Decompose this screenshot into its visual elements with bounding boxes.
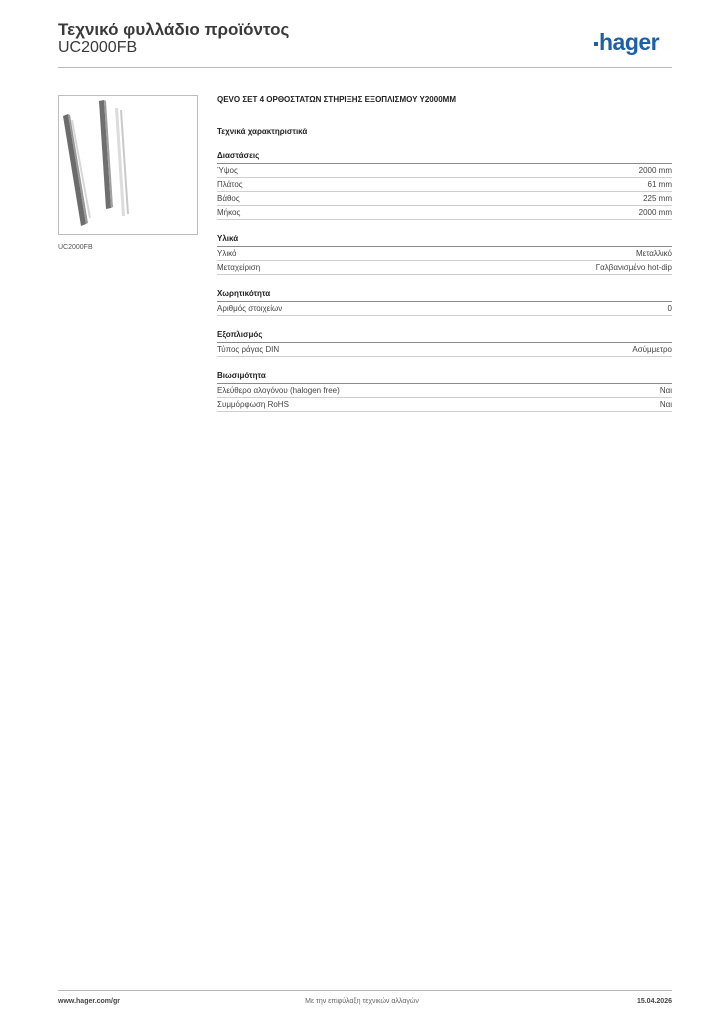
spec-group-title: Εξοπλισμός — [217, 330, 672, 343]
spec-group — [217, 371, 672, 412]
spec-label: Τύπος ράγας DIN — [217, 345, 280, 354]
footer-divider — [58, 990, 672, 991]
spec-group — [217, 151, 672, 220]
spec-label: Συμμόρφωση RoHS — [217, 400, 289, 409]
header-divider — [58, 67, 672, 68]
specifications — [217, 95, 672, 412]
footer-date: 15.04.2026 — [636, 998, 672, 1005]
spec-value: Γαλβανισμένο hot-dip — [595, 263, 672, 272]
hager-logo: hager — [594, 29, 659, 55]
spec-value: 2000 mm — [638, 166, 672, 175]
spec-label: Βάθος — [217, 194, 240, 203]
spec-groups — [217, 151, 672, 412]
spec-row — [217, 164, 672, 178]
product-code: UC2000FB — [58, 39, 138, 56]
spec-row — [217, 398, 672, 412]
spec-row — [217, 384, 672, 398]
spec-group-title: Διαστάσεις — [217, 151, 672, 164]
spec-label: Ελεύθερο αλογόνου (halogen free) — [217, 386, 340, 395]
spec-value: 0 — [667, 304, 672, 313]
spec-value: 2000 mm — [638, 208, 672, 217]
spec-row — [217, 261, 672, 275]
spec-row — [217, 192, 672, 206]
spec-group — [217, 289, 672, 316]
spec-label: Αριθμός στοιχείων — [217, 304, 283, 313]
spec-label: Πλάτος — [217, 180, 243, 189]
spec-value: Ασύμμετρο — [632, 345, 672, 354]
spec-row — [217, 343, 672, 357]
spec-label: Μήκος — [217, 208, 241, 217]
footer-notice: Με την επιφύλαξη τεχνικών αλλαγών — [305, 998, 419, 1005]
spec-group-title: Βιωσιμότητα — [217, 371, 672, 384]
spec-group-title: Χωρητικότητα — [217, 289, 672, 302]
spec-group — [217, 330, 672, 357]
spec-value: 61 mm — [647, 180, 672, 189]
section-heading: Τεχνικά χαρακτηριστικά — [217, 127, 308, 136]
spec-group — [217, 234, 672, 275]
document-title: Τεχνικό φυλλάδιο προϊόντος — [58, 20, 290, 39]
spec-value: 225 mm — [643, 194, 672, 203]
spec-label: Υλικό — [217, 249, 237, 258]
spec-value: Ναι — [659, 386, 672, 395]
spec-row — [217, 206, 672, 220]
spec-group-title: Υλικά — [217, 234, 672, 247]
spec-label: Ύψος — [217, 166, 238, 175]
product-image — [58, 95, 198, 235]
spec-row — [217, 247, 672, 261]
footer-website: www.hager.com/gr — [58, 998, 120, 1005]
image-caption: UC2000FB — [58, 244, 93, 251]
spec-value: Μεταλλικό — [635, 249, 672, 258]
spec-row — [217, 178, 672, 192]
spec-label: Μεταχείριση — [217, 263, 261, 272]
spec-value: Ναι — [659, 400, 672, 409]
spec-row — [217, 302, 672, 316]
mounting-rails-illustration — [59, 96, 197, 234]
product-title: QEVO ΣΕΤ 4 ΟΡΘΟΣΤΑΤΩΝ ΣΤΗΡΙΞΗΣ ΕΞΟΠΛΙΣΜΟΥ Υ2000ΜΜ — [217, 95, 456, 104]
